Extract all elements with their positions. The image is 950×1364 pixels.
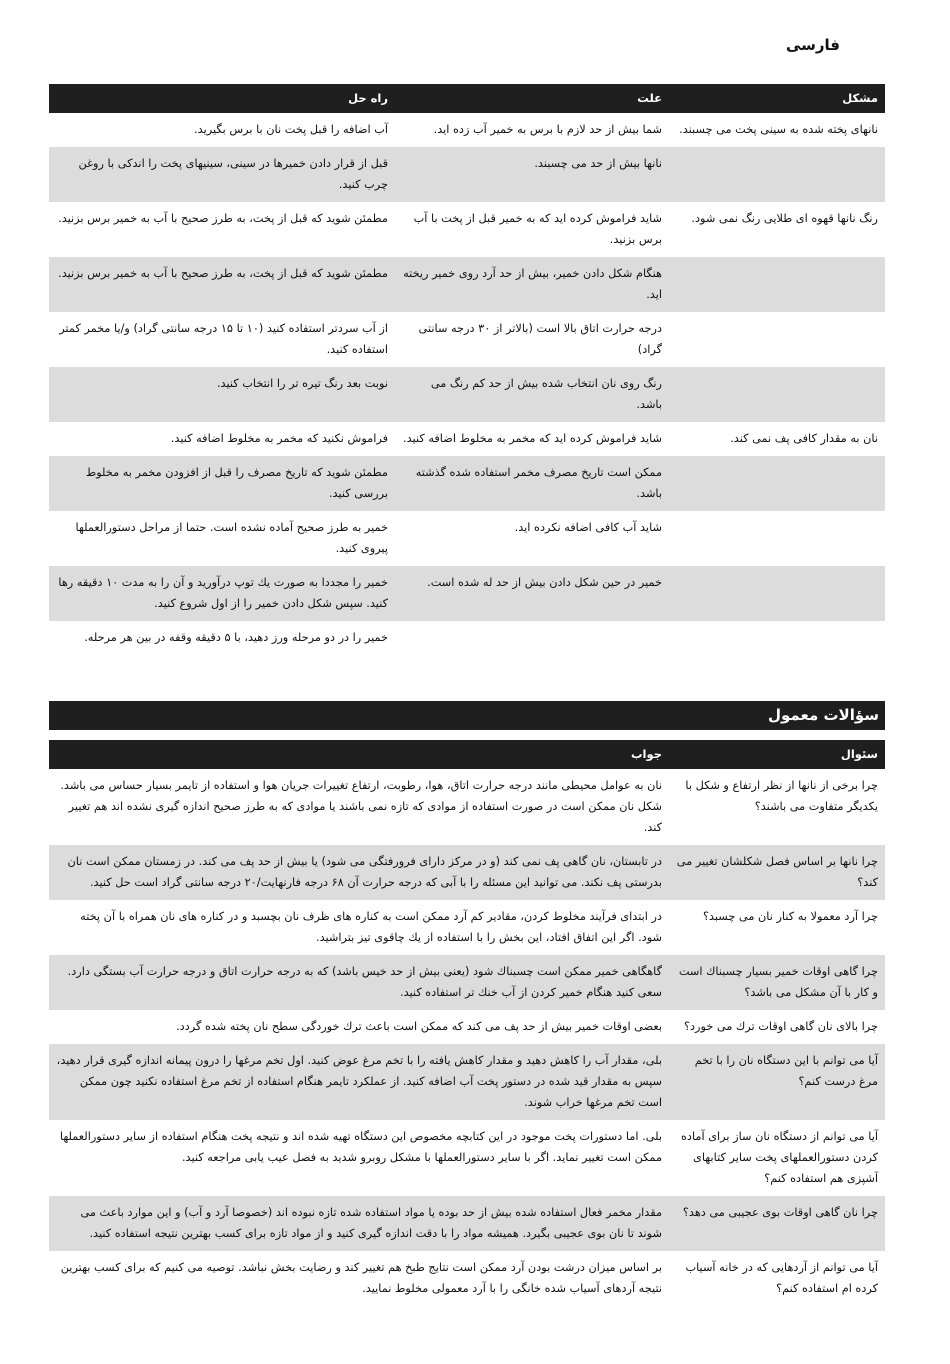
question-cell: چرا نان گاهی اوقات بوی عجیبی می دهد؟ [669,1196,885,1251]
header-solution: راه حل [49,84,395,113]
solution-cell: خمیر را در دو مرحله ورز دهید، با ۵ دقیقه وقفه در بین هر مرحله. [84,631,388,644]
table-row [49,312,885,367]
question-cell: چرا بالای نان گاهی اوقات ترك می خورد؟ [684,1020,878,1033]
question-cell: چرا برخی از نانها از نظر ارتفاع و شکل با یکدیگر متفاوت می باشند؟ [685,779,878,813]
faq-row [49,1196,885,1251]
problem-cell [669,511,885,566]
table-row [49,511,885,566]
solution-cell: قبل از قرار دادن خمیرها در سینی، سینیهای پخت را اندکی با روغن چرب کنید. [49,147,395,202]
troubleshooting-header-row [49,84,885,113]
cause-cell: خمیر در حین شکل دادن بیش از حد له شده است. [395,566,669,621]
question-cell: آیا می توانم با این دستگاه نان را با تخم مرغ درست کنم؟ [669,1044,885,1120]
solution-cell: مطمئن شوید که قبل از پخت، به طرز صحیح با آب به خمیر برس بزنید. [58,212,388,225]
answer-cell: گاهگاهی خمیر ممکن است چسبناك شود (یعنی بیش از حد خیس باشد) که به درجه حرارت اتاق و درجه حرارت آب بستگی دارد. سعی کنید هنگام خمیر کردن از آب خنك تر استفاده کنید. [49,955,669,1010]
faq-row [49,845,885,900]
problem-cell: نان به مقدار کافی پف نمی کند. [730,432,878,445]
answer-cell: نان به عوامل محیطی مانند درجه حرارت اتاق، هوا، رطوبت، ارتفاع تغییرات جریان هوا و استفاده از تایمر بسیار حساس می باشد. شکل نان ممکن است در صورت استفاده از موادی که تازه نمی باشند یا موادی که به طرز صحیح اندازه گیری نشده اند هم تغییر کند. [60,779,662,834]
table-row [49,456,885,511]
table-row [49,422,885,456]
problem-cell [669,312,885,367]
cause-cell: شاید فراموش کرده اید که به خمیر قبل از پخت با آب برس بزنید. [413,212,662,246]
cause-cell: شما بیش از حد لازم با برس به خمیر آب زده اید. [433,123,662,136]
solution-cell: از آب سردتر استفاده کنید (۱۰ تا ۱۵ درجه سانتی گراد) و/یا مخمر کمتر استفاده کنید. [59,322,388,356]
solution-cell: مطمئن شوید که تاریخ مصرف را قبل از افزودن مخمر به مخلوط بررسی کنید. [49,456,395,511]
answer-cell: بلی، مقدار آب را کاهش دهید و مقدار کاهش یافته را با تخم مرغ عوض کنید. اول تخم مرغها را درون پیمانه اندازه گیری قرار دهید، سپس به مقدار قید شده در دستور پخت آب اضافه کنید. از عملکرد تایمر هنگام استفاده از تخم مرغ استفاده نکنید چون ممکن است تخم مرغها خراب شوند. [49,1044,669,1120]
problem-cell: رنگ نانها قهوه ای طلایی رنگ نمی شود. [691,212,878,225]
table-row [49,566,885,621]
header-problem: مشکل [669,84,885,113]
cause-cell [395,621,669,655]
faq-row [49,769,885,845]
cause-cell: شاید فراموش کرده اید که مخمر به مخلوط اضافه کنید. [403,432,662,445]
cause-cell: هنگام شکل دادن خمیر، بیش از حد آرد روی خمیر ریخته اید. [395,257,669,312]
solution-cell: فراموش نکنید که مخمر به مخلوط اضافه کنید. [170,432,388,445]
problem-cell: نانهای پخته شده به سینی پخت می چسبند. [679,123,878,136]
faq-row [49,1120,885,1196]
header-question: سئوال [669,740,885,769]
cause-cell: نانها بیش از حد می چسبند. [395,147,669,202]
troubleshooting-table [49,84,885,655]
solution-cell: خمیر به طرز صحیح آماده نشده است. حتما از مراحل دستورالعملها پیروی کنید. [75,521,388,555]
header-answer: جواب [49,740,669,769]
cause-cell: شاید آب کافی اضافه نکرده اید. [514,521,662,534]
faq-header-row [49,740,885,769]
answer-cell: بلی. اما دستورات پخت موجود در این کتابچه مخصوص این دستگاه تهیه شده اند و نتیجه پخت هنگام استفاده از سایر دستورالعملها ممکن است تغییر نماید. اگر با سایر دستورالعملها با مشکل روبرو شدید به فصل عیب یابی مراجعه کنید. [59,1130,662,1164]
solution-cell: مطمئن شوید که قبل از پخت، به طرز صحیح با آب به خمیر برس بزنید. [49,257,395,312]
table-row [49,202,885,257]
solution-cell: آب اضافه را قبل پخت نان با برس بگیرید. [194,123,388,136]
question-cell: چرا گاهی اوقات خمیر بسیار چسبناك است و کار با آن مشکل می باشد؟ [669,955,885,1010]
question-cell: چرا نانها بر اساس فصل شکلشان تغییر می کند؟ [669,845,885,900]
problem-cell [669,257,885,312]
table-row [49,367,885,422]
problem-cell [669,367,885,422]
question-cell: چرا آرد معمولا به کنار نان می چسبد؟ [702,910,878,923]
cause-cell: رنگ روی نان انتخاب شده بیش از حد کم رنگ می باشد. [395,367,669,422]
header-cause: علت [395,84,669,113]
table-row [49,147,885,202]
page-language-title: فارسی [785,36,840,54]
problem-cell [669,566,885,621]
table-row [49,621,885,655]
answer-cell: بر اساس میزان درشت بودن آرد ممکن است نتایج طبخ هم تغییر کند و رضایت بخش نباشد. توصیه می کنیم که برای کسب بهترین نتیجه آردهای آسیاب شده خانگی را با آرد معمولی مخلوط نمایید. [60,1261,662,1295]
problem-cell [669,621,885,655]
faq-row [49,900,885,955]
faq-row [49,1044,885,1120]
faq-row [49,1251,885,1306]
solution-cell: خمیر را مجددا به صورت یك توپ درآورید و آن را به مدت ۱۰ دقیقه رها کنید. سپس شکل دادن خمیر را از اول شروع کنید. [49,566,395,621]
question-cell: آیا می توانم از آردهایی که در خانه آسیاب کرده ام استفاده کنم؟ [685,1261,878,1295]
cause-cell: درجه حرارت اتاق بالا است (بالاتر از ۳۰ درجه سانتی گراد) [418,322,662,356]
answer-cell: مقدار مخمر فعال استفاده شده بیش از حد بوده یا مواد استفاده شده تازه نبوده اند (خصوصا آرد و آب) و این موارد باعث می شوند تا نان بوی عجیبی بگیرد. همیشه مواد را با دقت اندازه گیری کنید و از مواد تازه برای کسب بهترین نتیجه استفاده کنید. [49,1196,669,1251]
problem-cell [669,147,885,202]
solution-cell: نوبت بعد رنگ تیره تر را انتخاب کنید. [49,367,395,422]
table-row [49,257,885,312]
answer-cell: در ابتدای فرآیند مخلوط کردن، مقادیر کم آرد ممکن است به کناره های ظرف نان بچسبد و در کناره های نان همراه با آن پخته شود. اگر این اتفاق افتاد، این بخش را با استفاده از یك چاقوی تیز بتراشید. [80,910,662,944]
faq-table [49,740,885,1306]
cause-cell: ممکن است تاریخ مصرف مخمر استفاده شده گذشته باشد. [395,456,669,511]
problem-cell [669,456,885,511]
question-cell: آیا می توانم از دستگاه نان ساز برای آماده کردن دستورالعملهای پخت سایر کتابهای آشپزی هم استفاده کنم؟ [681,1130,878,1185]
faq-row [49,1010,885,1044]
faq-section-title: سؤالات معمول [49,701,885,730]
faq-row [49,955,885,1010]
answer-cell: بعضی اوقات خمیر بیش از حد پف می کند که ممکن است باعث ترك خوردگی سطح نان پخته شده گردد. [176,1020,662,1033]
answer-cell: در تابستان، نان گاهی پف نمی کند (و در مرکز دارای فرورفتگی می شود) یا بیش از حد پف می کند. در زمستان ممکن است نان بدرستی پف نکند. می توانید این مسئله را با آبی که درجه حرارت آن ۶۸ درجه فارنهایت/۲۰ درجه سانتی گراد است حل کنید. [49,845,669,900]
table-row [49,113,885,147]
